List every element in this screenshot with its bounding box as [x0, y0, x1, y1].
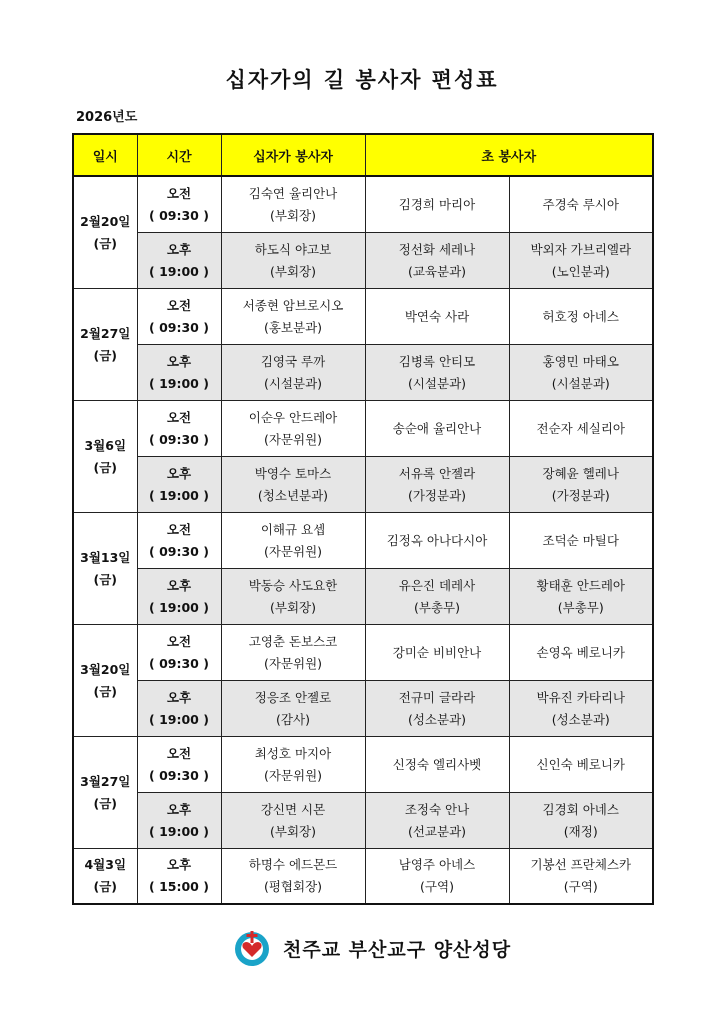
candle-server-cell-line-1: 조정숙 안나: [404, 801, 470, 817]
cross-server-cell: [221, 681, 365, 737]
candle-server-cell-line-2: (부총무): [414, 599, 460, 615]
year-label: 2026년도: [76, 110, 138, 125]
candle-server-cell: [509, 233, 653, 289]
candle-server-cell-line-2: (교육분과): [407, 263, 467, 279]
candle-server-cell-line-2: (재정): [563, 823, 598, 839]
date-cell-line-2: (금): [93, 347, 117, 363]
time-cell-line-1: 오전: [166, 521, 192, 537]
time-cell-line-1: 오전: [166, 633, 192, 649]
candle-server-cell-line-1: 박외자 가브리엘라: [530, 241, 632, 257]
cross-server-cell-line-2: (평협회장): [263, 879, 323, 894]
time-cell-line-1: 오전: [166, 185, 192, 201]
time-cell-line-2: ( 19:00 ): [149, 823, 209, 839]
parish-logo-icon: [232, 928, 272, 968]
date-cell-line-2: (금): [93, 459, 117, 475]
cross-server-cell-line-1: 강신면 시몬: [260, 801, 326, 817]
candle-server-cell-line-1: 전규미 글라라: [398, 689, 476, 705]
candle-server-cell: [365, 737, 509, 793]
table-row: [73, 569, 653, 625]
candle-server-cell-line-2: (구역): [563, 879, 598, 894]
candle-server-cell-line-1: 기봉선 프란체스카: [530, 857, 632, 872]
candle-server-cell-line-1: 황태훈 안드레아: [536, 577, 625, 593]
candle-server-cell-line-2: (성소분과): [407, 711, 467, 727]
cross-server-cell-line-2: (부회장): [270, 599, 316, 615]
time-cell: [137, 457, 221, 513]
time-cell-line-2: ( 19:00 ): [149, 599, 209, 615]
candle-server-cell: [509, 569, 653, 625]
time-cell-line-2: ( 19:00 ): [149, 487, 209, 503]
table-row: [73, 289, 653, 345]
cross-server-cell-line-1: 고영춘 돈보스코: [248, 633, 338, 649]
cross-server-cell-line-1: 정응조 안젤로: [254, 689, 332, 705]
candle-server-cell-line-1: 홍영민 마태오: [542, 353, 619, 369]
date-cell: [73, 289, 137, 401]
cross-server-cell: [221, 625, 365, 681]
time-cell: [137, 289, 221, 345]
cross-server-cell-line-2: (자문위원): [263, 767, 323, 783]
cross-server-cell-line-2: (부회장): [270, 207, 316, 223]
cross-server-cell: [221, 457, 365, 513]
cross-server-cell-line-2: (청소년분과): [257, 487, 329, 503]
candle-server-cell-line-1: 김경회 아네스: [542, 801, 619, 817]
date-cell: [73, 625, 137, 737]
candle-server-cell: [365, 345, 509, 401]
date-cell-line-1: 3월20일: [80, 661, 131, 677]
time-cell-line-2: ( 09:30 ): [149, 767, 209, 783]
cross-server-cell-line-2: (자문위원): [263, 431, 323, 447]
candle-server-cell: [509, 176, 653, 233]
time-cell-line-2: ( 15:00 ): [149, 879, 209, 894]
candle-server-cell-line-1: 김병록 안티모: [398, 353, 476, 369]
candle-server-cell-line-2: (가정분과): [407, 487, 467, 503]
candle-server-cell-line-1: 주경숙 루시아: [542, 196, 619, 212]
cross-server-cell: [221, 737, 365, 793]
time-cell-line-1: 오전: [166, 745, 192, 761]
cross-server-cell-line-1: 이순우 안드레아: [248, 409, 338, 425]
date-cell: [73, 401, 137, 513]
candle-server-cell-line-1: 김경희 마리아: [398, 196, 476, 212]
time-cell-line-2: ( 19:00 ): [149, 263, 209, 279]
cross-server-cell: [221, 849, 365, 905]
cross-server-cell-line-1: 이해규 요셉: [260, 521, 326, 537]
table-row: [73, 513, 653, 569]
candle-server-cell-line-2: (노인분과): [551, 263, 610, 279]
page-title: 십자가의 길 봉사자 편성표: [225, 68, 499, 92]
cross-server-cell-line-1: 박동승 사도요한: [248, 577, 338, 593]
date-cell-line-2: (금): [93, 235, 117, 251]
time-cell: [137, 345, 221, 401]
date-cell: [73, 849, 137, 905]
time-cell-line-1: 오후: [166, 857, 192, 872]
candle-server-cell: [365, 849, 509, 905]
candle-server-cell: [365, 793, 509, 849]
cross-server-cell-line-1: 박영수 토마스: [254, 465, 332, 481]
candle-server-cell-line-1: 전순자 세실리아: [536, 420, 625, 436]
candle-server-cell: [365, 289, 509, 345]
candle-server-cell-line-2: (가정분과): [551, 487, 610, 503]
time-cell-line-1: 오전: [166, 409, 192, 425]
date-cell: [73, 513, 137, 625]
time-cell-line-2: ( 09:30 ): [149, 207, 209, 223]
candle-server-cell: [509, 793, 653, 849]
time-cell-line-1: 오후: [166, 353, 192, 369]
cross-server-cell-line-1: 김영국 루까: [260, 353, 326, 369]
cross-server-cell: [221, 513, 365, 569]
date-cell-line-1: 3월13일: [80, 549, 131, 565]
candle-server-cell: [365, 569, 509, 625]
time-cell: [137, 737, 221, 793]
date-cell-line-1: 2월27일: [80, 325, 131, 341]
candle-server-cell-line-1: 박연숙 사라: [404, 308, 470, 324]
candle-server-cell: [365, 681, 509, 737]
cross-server-cell-line-1: 김숙연 율리안나: [248, 185, 338, 201]
candle-server-cell-line-1: 남영주 아네스: [398, 857, 476, 872]
candle-server-cell: [509, 289, 653, 345]
candle-server-cell-line-2: (시설분과): [407, 375, 467, 391]
time-cell-line-1: 오후: [166, 241, 192, 257]
candle-server-cell: [509, 625, 653, 681]
candle-server-cell: [365, 457, 509, 513]
time-cell-line-2: ( 09:30 ): [149, 431, 209, 447]
date-cell-line-1: 3월6일: [84, 437, 127, 453]
time-cell: [137, 569, 221, 625]
schedule-table: [72, 133, 654, 905]
candle-server-cell: [365, 513, 509, 569]
cross-server-cell-line-2: (시설분과): [263, 375, 323, 391]
candle-server-cell-line-2: (선교분과): [407, 823, 467, 839]
time-cell: [137, 681, 221, 737]
candle-server-cell-line-1: 조덕순 마틸다: [542, 532, 619, 548]
header-date: 일시: [73, 134, 137, 176]
footer: [0, 925, 724, 975]
time-cell-line-2: ( 09:30 ): [149, 543, 209, 559]
table-row: [73, 625, 653, 681]
candle-server-cell-line-1: 김정옥 아나다시아: [386, 532, 488, 548]
candle-server-cell-line-1: 신인숙 베로니카: [536, 756, 625, 772]
header-candle-server: 초 봉사자: [365, 134, 653, 176]
cross-server-cell-line-2: (자문위원): [263, 543, 323, 559]
candle-server-cell: [509, 457, 653, 513]
candle-server-cell: [509, 401, 653, 457]
table-row: [73, 849, 653, 905]
date-cell: [73, 176, 137, 289]
time-cell: [137, 793, 221, 849]
cross-server-cell: [221, 233, 365, 289]
time-cell: [137, 625, 221, 681]
candle-server-cell-line-2: (시설분과): [551, 375, 610, 391]
cross-server-cell: [221, 345, 365, 401]
table-row: [73, 401, 653, 457]
cross-server-cell-line-1: 서종현 암브로시오: [242, 297, 344, 313]
cross-server-cell: [221, 176, 365, 233]
cross-server-cell-line-2: (감사): [276, 711, 310, 727]
time-cell-line-2: ( 09:30 ): [149, 655, 209, 671]
candle-server-cell-line-2: (부총무): [557, 599, 604, 615]
time-cell-line-1: 오전: [166, 297, 192, 313]
candle-server-cell-line-1: 박유진 카타리나: [536, 689, 625, 705]
time-cell-line-2: ( 09:30 ): [149, 319, 209, 335]
candle-server-cell-line-1: 유은진 데레사: [398, 577, 476, 593]
time-cell: [137, 176, 221, 233]
time-cell-line-1: 오후: [166, 577, 192, 593]
candle-server-cell-line-1: 송순애 율리안나: [392, 420, 482, 436]
cross-server-cell-line-2: (자문위원): [263, 655, 323, 671]
candle-server-cell: [365, 233, 509, 289]
date-cell-line-2: (금): [93, 571, 117, 587]
candle-server-cell-line-1: 정선화 세레나: [398, 241, 476, 257]
table-header-row: [73, 134, 653, 176]
time-cell-line-1: 오후: [166, 689, 192, 705]
time-cell: [137, 513, 221, 569]
candle-server-cell-line-1: 서유록 안젤라: [398, 465, 476, 481]
date-cell-line-2: (금): [93, 879, 117, 894]
candle-server-cell-line-1: 신정숙 엘리사벳: [392, 756, 482, 772]
candle-server-cell-line-2: (성소분과): [551, 711, 610, 727]
table-row: [73, 345, 653, 401]
date-cell-line-1: 2월20일: [80, 213, 131, 229]
table-row: [73, 233, 653, 289]
cross-server-cell-line-2: (홍보분과): [263, 319, 323, 335]
header-time: 시간: [137, 134, 221, 176]
candle-server-cell-line-1: 허호정 아네스: [542, 308, 619, 324]
time-cell: [137, 233, 221, 289]
header-cross-server: 십자가 봉사자: [221, 134, 365, 176]
candle-server-cell-line-1: 강미순 비비안나: [392, 644, 482, 660]
candle-server-cell: [365, 401, 509, 457]
date-cell-line-1: 3월27일: [80, 773, 131, 789]
candle-server-cell: [509, 681, 653, 737]
candle-server-cell: [509, 345, 653, 401]
table-row: [73, 737, 653, 793]
date-cell: [73, 737, 137, 849]
time-cell-line-1: 오후: [166, 801, 192, 817]
date-cell-line-2: (금): [93, 683, 117, 699]
candle-server-cell: [365, 625, 509, 681]
table-row: [73, 176, 653, 233]
candle-server-cell-line-1: 장혜윤 헬레나: [542, 465, 619, 481]
cross-server-cell-line-2: (부회장): [270, 263, 316, 279]
date-cell-line-2: (금): [93, 795, 117, 811]
cross-server-cell: [221, 401, 365, 457]
cross-server-cell-line-1: 최성호 마지아: [254, 745, 332, 761]
cross-server-cell: [221, 793, 365, 849]
table-row: [73, 681, 653, 737]
candle-server-cell: [509, 849, 653, 905]
cross-server-cell: [221, 569, 365, 625]
candle-server-cell: [509, 737, 653, 793]
time-cell-line-2: ( 19:00 ): [149, 375, 209, 391]
time-cell-line-2: ( 19:00 ): [149, 711, 209, 727]
time-cell: [137, 849, 221, 905]
cross-server-cell-line-2: (부회장): [270, 823, 316, 839]
table-row: [73, 793, 653, 849]
cross-server-cell: [221, 289, 365, 345]
date-cell-line-1: 4월3일: [84, 857, 127, 872]
cross-server-cell-line-1: 하도식 야고보: [254, 241, 332, 257]
candle-server-cell-line-1: 손영옥 베로니카: [536, 644, 625, 660]
candle-server-cell: [365, 176, 509, 233]
candle-server-cell: [509, 513, 653, 569]
table-row: [73, 457, 653, 513]
candle-server-cell-line-2: (구역): [420, 879, 454, 894]
time-cell: [137, 401, 221, 457]
parish-name: 천주교 부산교구 양산성당: [283, 939, 512, 961]
time-cell-line-1: 오후: [166, 465, 192, 481]
cross-server-cell-line-1: 하명수 에드몬드: [248, 857, 338, 872]
